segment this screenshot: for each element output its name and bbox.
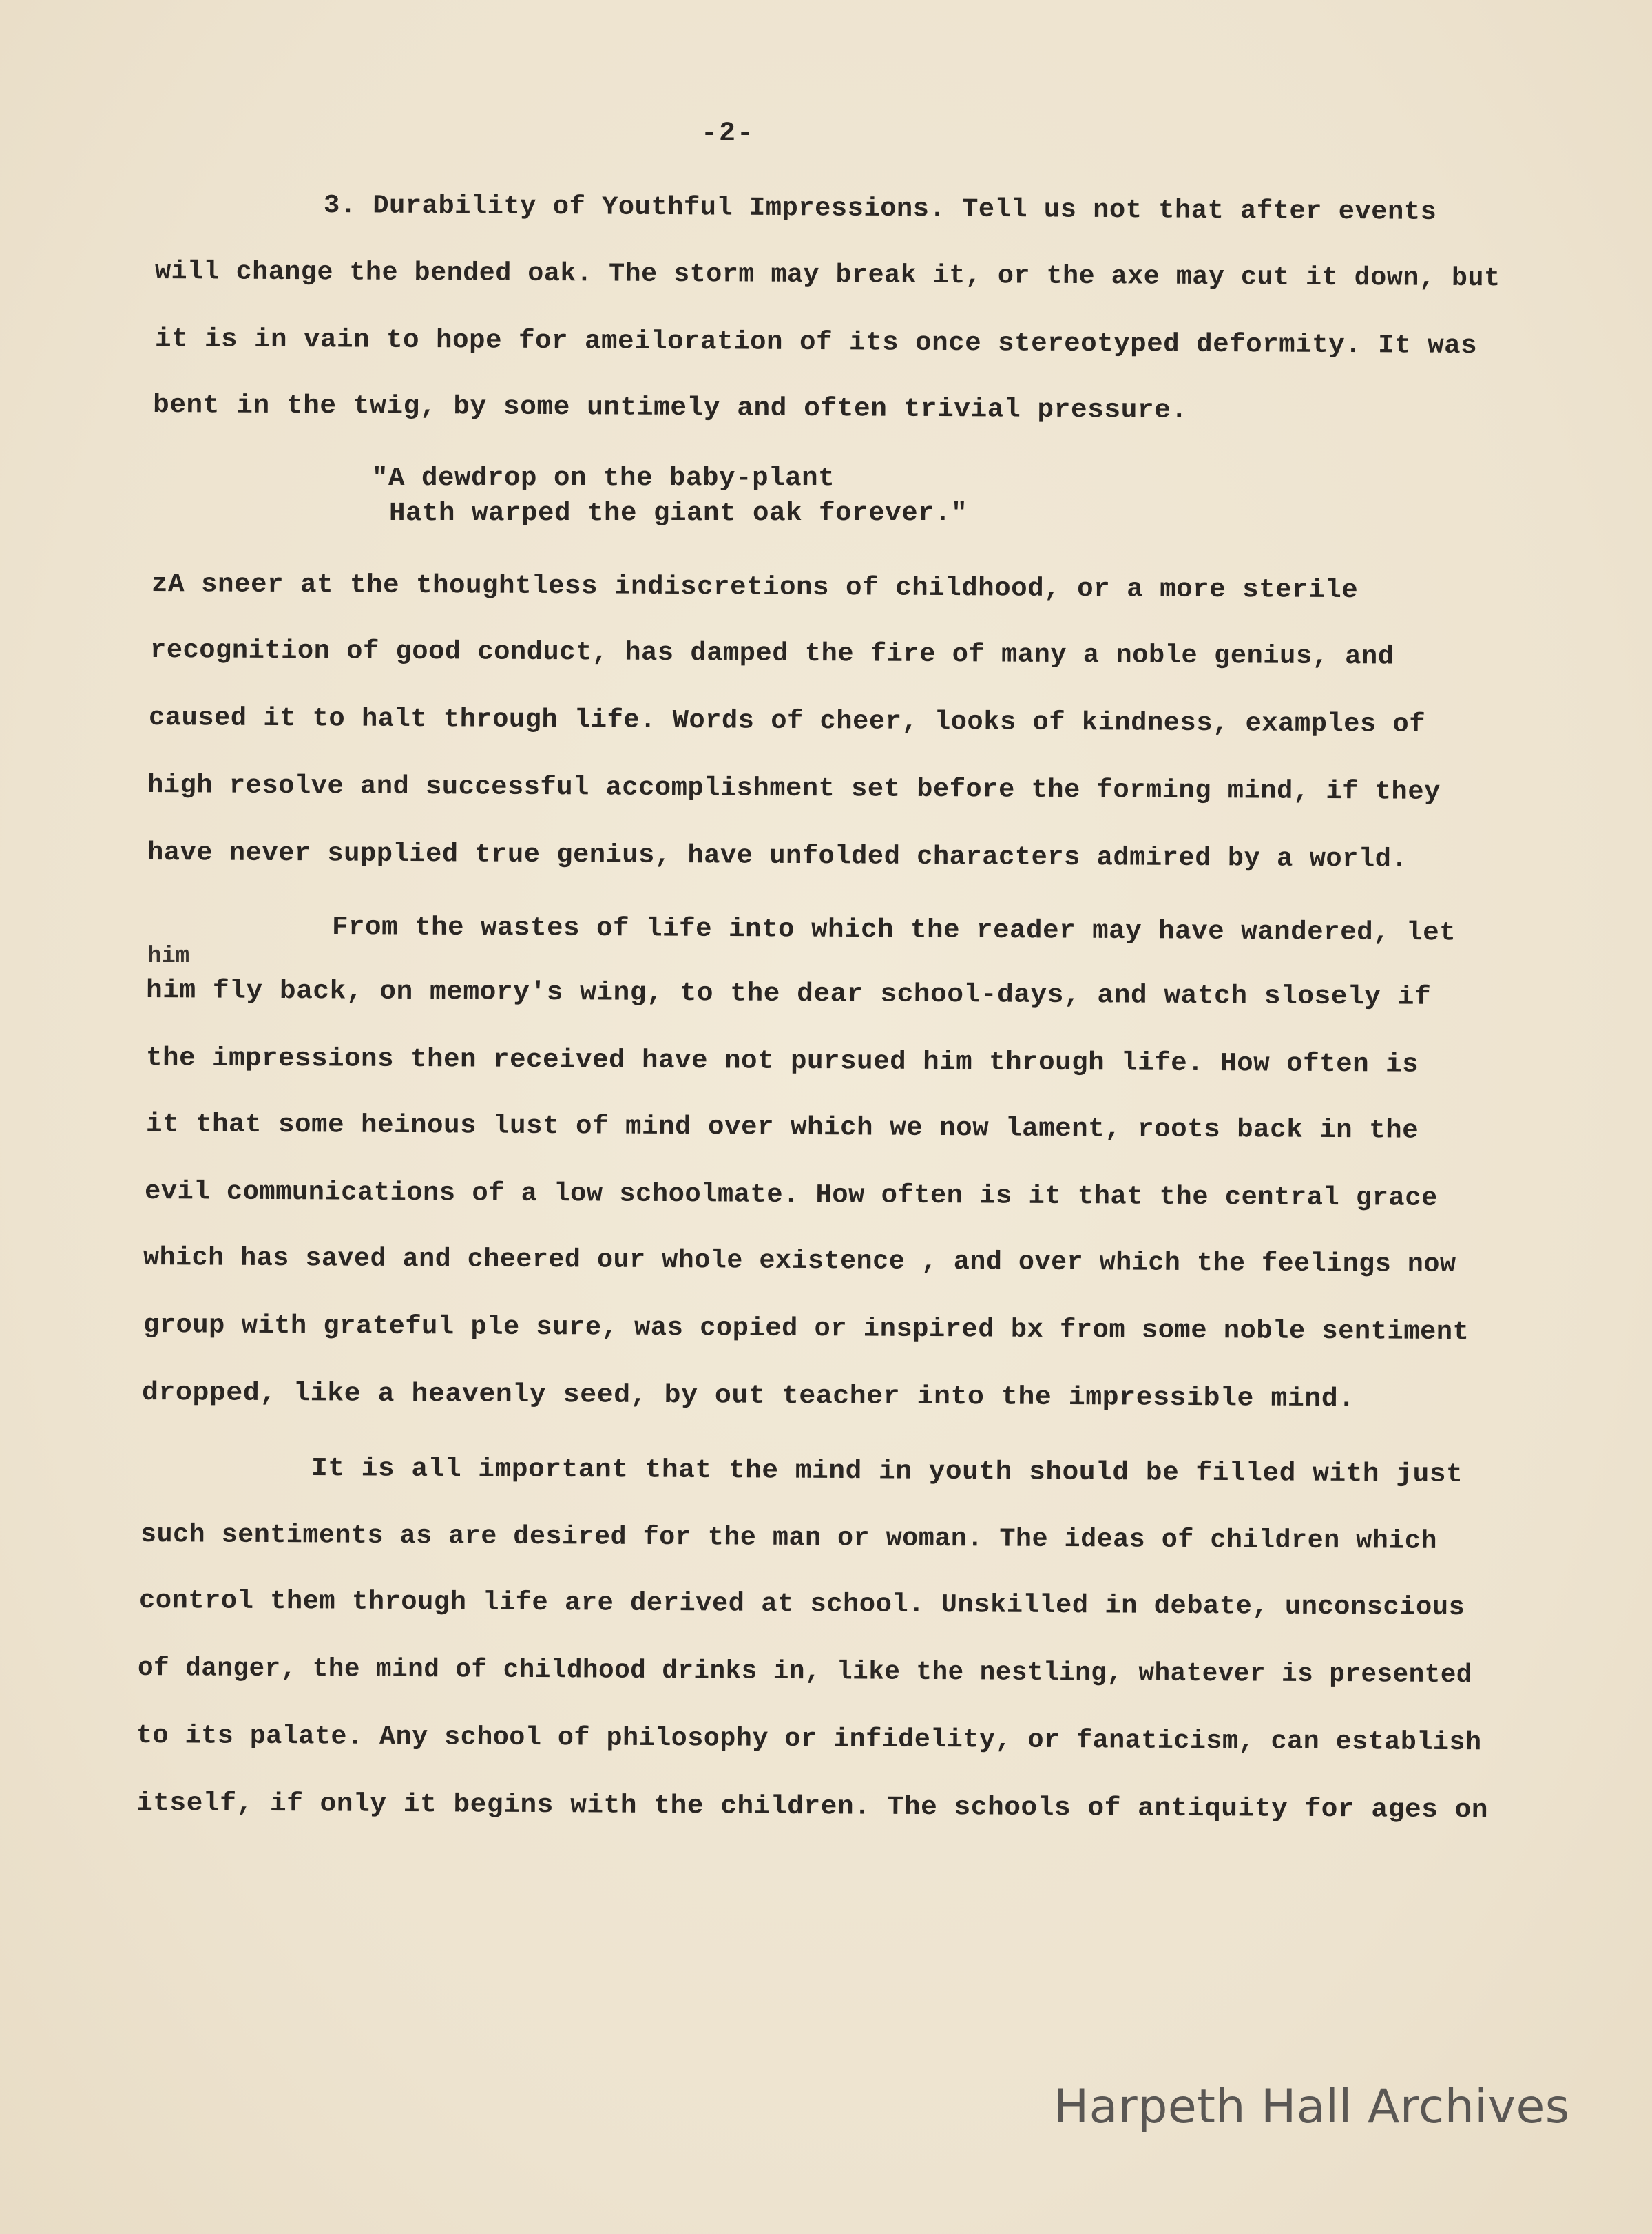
text-line: itself, if only it begins with the children. The schools of antiquity for ages on xyxy=(136,1788,1489,1826)
text-line: evil communications of a low schoolmate. How often is it that the central grace xyxy=(144,1177,1438,1213)
text-line: bent in the twig, by some untimely and often trivial pressure. xyxy=(152,390,1188,426)
text-line: of danger, the mind of childhood drinks in, like the nestling, whatever is presented xyxy=(137,1653,1473,1691)
text-line: It is all important that the mind in youth should be filled with just xyxy=(311,1454,1463,1490)
text-line: him fly back, on memory's wing, to the dear school-days, and watch slosely if xyxy=(145,976,1432,1012)
text-line: From the wastes of life into which the reader may have wandered, let xyxy=(331,912,1456,948)
margin-note: him xyxy=(147,943,190,970)
page-number: -2- xyxy=(701,118,755,149)
text-line: such sentiments as are desired for the man or woman. The ideas of children which xyxy=(140,1520,1438,1556)
text-line: zA sneer at the thoughtless indiscretions of childhood, or a more sterile xyxy=(151,570,1359,606)
text-line: group with grateful ple sure, was copied or inspired bx from some noble sentiment xyxy=(143,1311,1470,1348)
text-line: 3. Durability of Youthful Impressions. Tell us not that after events xyxy=(323,191,1437,227)
text-line: the impressions then received have not pursued him through life. How often is xyxy=(145,1043,1419,1080)
text-line: caused it to halt through life. Words of cheer, looks of kindness, examples of xyxy=(148,703,1426,740)
quote-line: "A dewdrop on the baby-plant xyxy=(372,463,835,493)
text-line: recognition of good conduct, has damped the fire of many a noble genius, and xyxy=(149,636,1394,672)
text-line: high resolve and successful accomplishment set before the forming mind, if they xyxy=(147,771,1441,807)
text-line: will change the bended oak. The storm may break it, or the axe may cut it down, but xyxy=(154,257,1501,294)
quote-line: Hath warped the giant oak forever." xyxy=(389,499,968,528)
text-line: dropped, like a heavenly seed, by out teacher into the impressible mind. xyxy=(141,1378,1355,1414)
text-line: to its palate. Any school of philosophy or infidelity, or fanaticism, can establish xyxy=(136,1721,1482,1758)
text-line: which has saved and cheered our whole existence , and over which the feelings now xyxy=(143,1243,1456,1280)
text-line: have never supplied true genius, have unfolded characters admired by a world. xyxy=(147,838,1408,875)
archive-watermark: Harpeth Hall Archives xyxy=(1054,2080,1570,2134)
text-line: it is in vain to hope for ameiloration of its once stereotyped deformity. It was xyxy=(154,324,1478,362)
text-line: control them through life are derived at school. Unskilled in debate, unconscious xyxy=(138,1586,1465,1623)
text-line: it that some heinous lust of mind over which we now lament, roots back in the xyxy=(145,1109,1419,1146)
